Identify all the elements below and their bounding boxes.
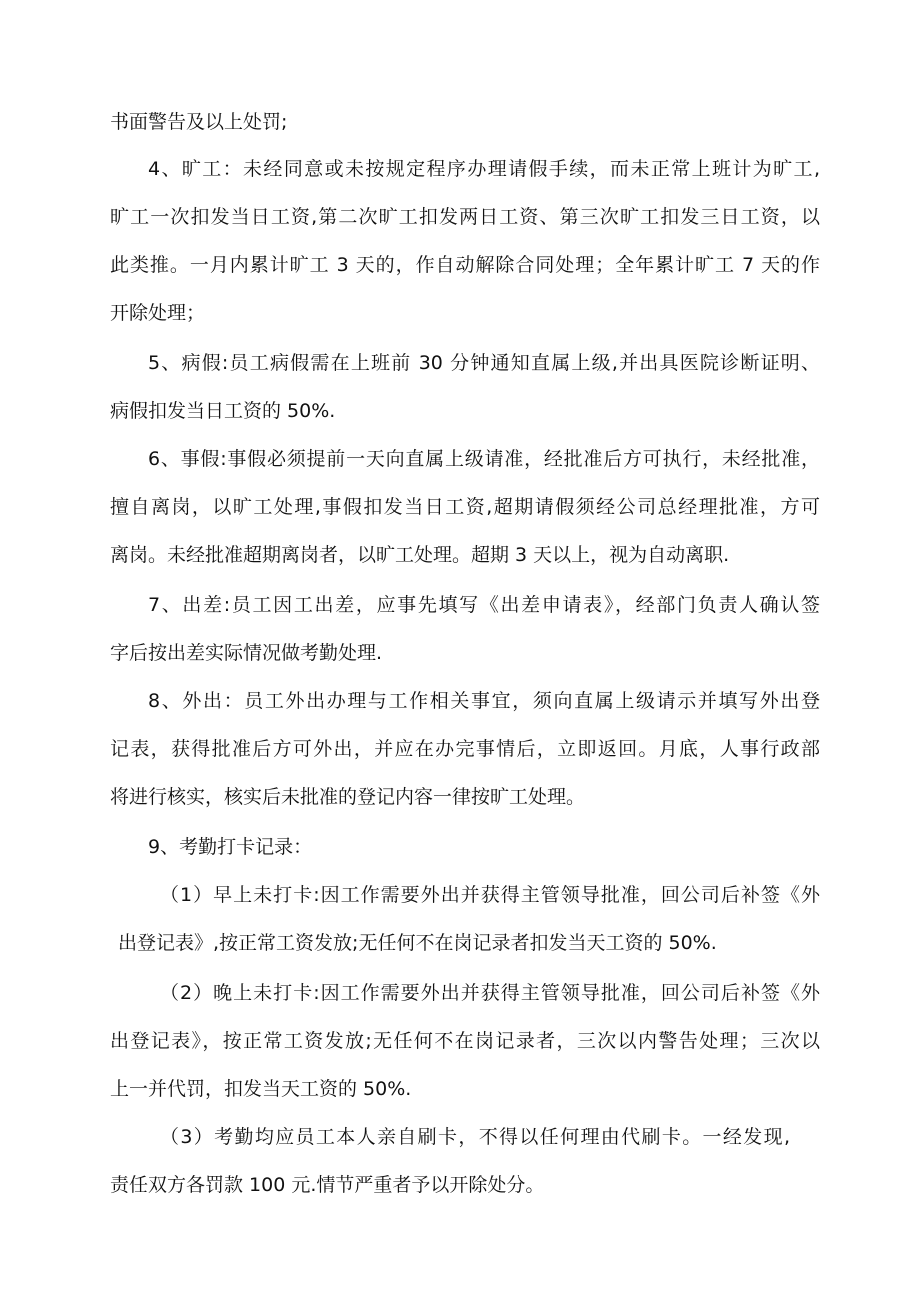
item8-line: 记表，获得批准后方可外出，并应在办完事情后，立即返回。月底，人事行政部: [110, 738, 820, 760]
item8-line: 8、外出：员工外出办理与工作相关事宜，须向直属上级请示并填写外出登: [148, 690, 820, 712]
item4-line: 旷工一次扣发当日工资,第二次旷工扣发两日工资、第三次旷工扣发三日工资，以: [110, 206, 820, 228]
item6-line: 离岗。未经批准超期离岗者，以旷工处理。超期 3 天以上，视为自动离职.: [110, 544, 730, 566]
item4-line: 此类推。一月内累计旷工 3 天的，作自动解除合同处理；全年累计旷工 7 天的作: [110, 254, 820, 276]
item8-line: 将进行核实，核实后未批准的登记内容一律按旷工处理。: [110, 786, 586, 808]
sub3-line: 责任双方各罚款 100 元.情节严重者予以开除处分。: [110, 1174, 545, 1196]
sub1-line: （1）早上未打卡:因工作需要外出并获得主管领导批准，回公司后补签《外: [160, 884, 820, 906]
item7-line: 7、出差:员工因工出差，应事先填写《出差申请表》，经部门负责人确认签: [148, 594, 820, 616]
item5-line: 5、病假:员工病假需在上班前 30 分钟通知直属上级,并出具医院诊断证明、: [148, 352, 820, 374]
sub2-line: 出登记表》，按正常工资发放;无任何不在岗记录者，三次以内警告处理；三次以: [110, 1030, 820, 1052]
item6-line: 擅自离岗，以旷工处理,事假扣发当日工资,超期请假须经公司总经理批准，方可: [110, 496, 820, 518]
item5-line: 病假扣发当日工资的 50%.: [110, 400, 336, 422]
item9-heading: 9、考勤打卡记录：: [148, 836, 313, 858]
sub2-line: 上一并代罚，扣发当天工资的 50%.: [110, 1078, 412, 1100]
sub1-line: 出登记表》,按正常工资发放;无任何不在岗记录者扣发当天工资的 50%.: [118, 932, 717, 954]
item7-line: 字后按出差实际情况做考勤处理.: [110, 642, 383, 664]
sub2-line: （2）晚上未打卡:因工作需要外出并获得主管领导批准，回公司后补签《外: [160, 982, 820, 1004]
item4-line: 4、旷工：未经同意或未按规定程序办理请假手续，而未正常上班计为旷工,: [148, 158, 820, 180]
item4-line: 开除处理；: [110, 302, 206, 324]
intro-line: 书面警告及以上处罚;: [110, 111, 288, 133]
sub3-line: （3）考勤均应员工本人亲自刷卡，不得以任何理由代刷卡。一经发现,: [160, 1126, 790, 1148]
item6-line: 6、事假:事假必须提前一天向直属上级请准，经批准后方可执行，未经批准，: [148, 448, 820, 470]
